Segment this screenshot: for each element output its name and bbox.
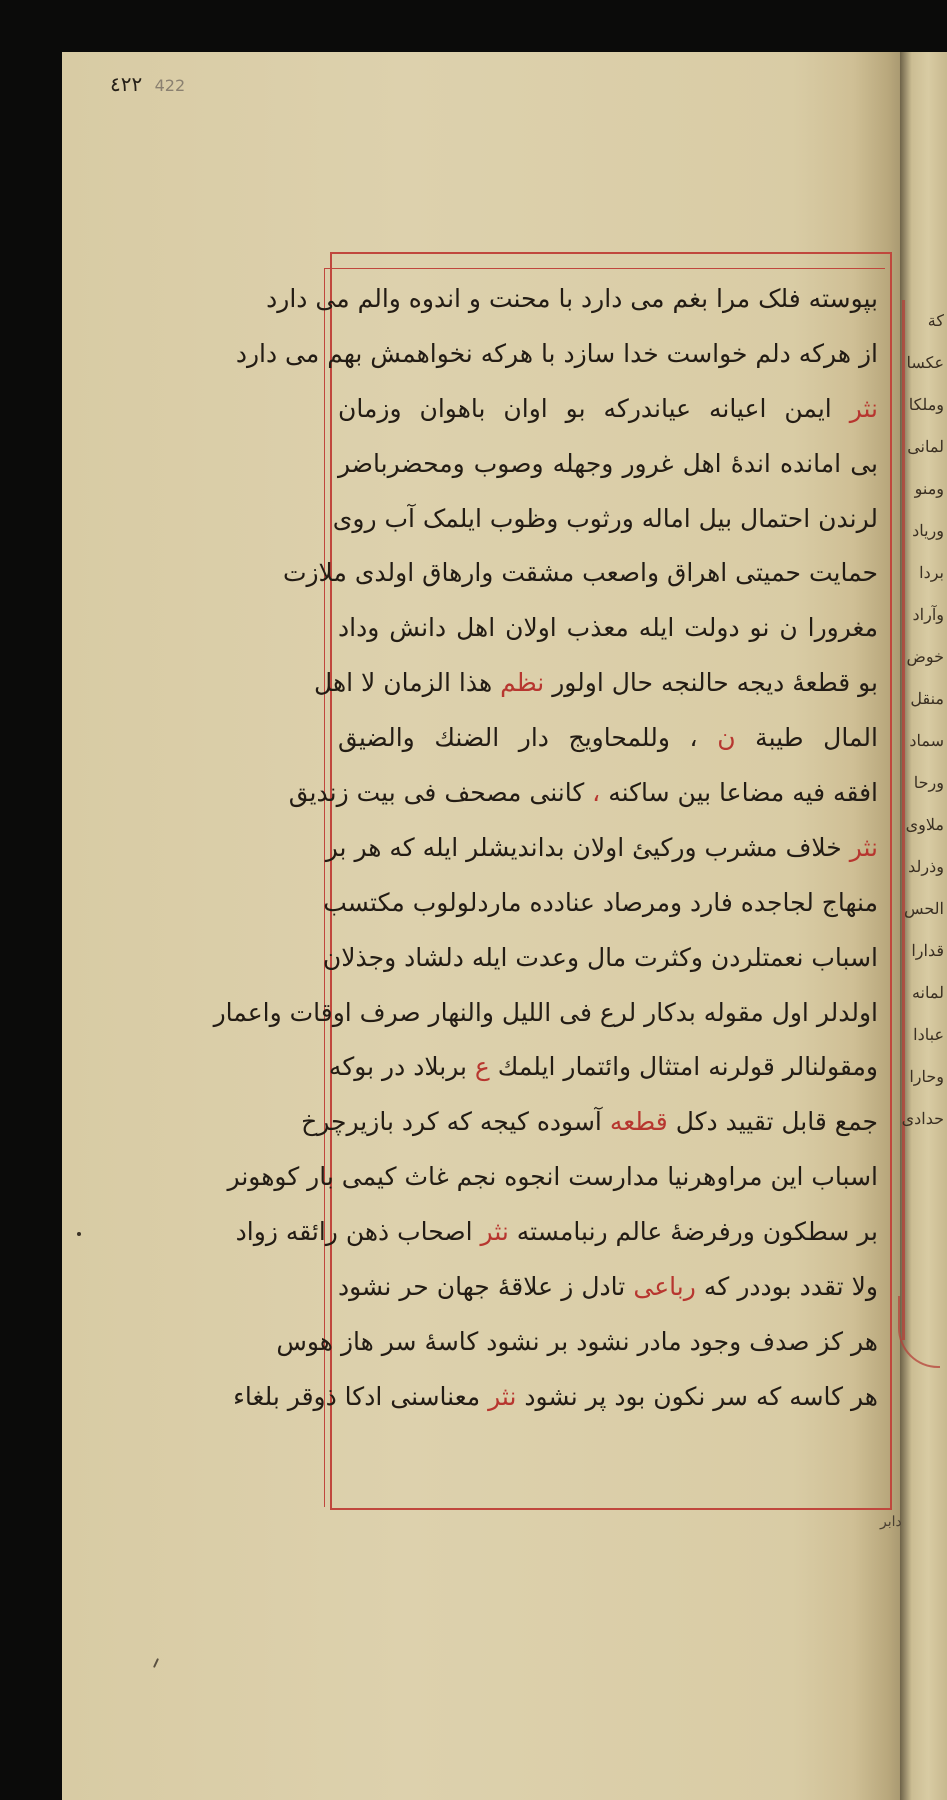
adjacent-leaf-fragment: الحس	[903, 899, 944, 918]
adjacent-leaf-fragment: بردا	[919, 563, 944, 582]
text-segment: جمع قابل تقیید دکل	[667, 1107, 878, 1137]
text-line	[325, 821, 878, 876]
adjacent-leaf-fragment: وآراد	[912, 605, 944, 624]
text-line	[332, 492, 878, 547]
rubric-word: رباعی	[633, 1272, 696, 1302]
text-segment: اسباب نعمتلردن وکثرت مال وعدت ایله دلشاد وجذلان	[322, 942, 878, 972]
text-line	[322, 931, 878, 986]
text-segment: مغرورا ن نو دولت ایله معذب اولان اهل دانش وداد	[338, 613, 878, 643]
rubric-word: نظم	[500, 668, 545, 698]
text-segment: هذا الزمان لا اهل	[314, 668, 501, 698]
text-segment: هر کاسه که سر نکون بود پر نشود	[516, 1381, 878, 1411]
text-segment: بپوسته فلک مرا بغم می دارد با محنت و اندوه والم می دارد	[266, 284, 878, 313]
text-line	[282, 546, 878, 601]
rubric-word: نثر	[849, 832, 878, 862]
adjacent-leaf-fragment: وریاد	[912, 521, 944, 540]
rubric-word: ع	[474, 1052, 490, 1082]
adjacent-leaf-fragment: حدادی	[901, 1109, 944, 1128]
text-line	[288, 766, 878, 821]
adjacent-leaf-text	[901, 300, 944, 1140]
text-line	[328, 1040, 878, 1095]
text-segment: اسباب این مراوهرنیا مدارست انجوه نجم غاث کیمی بار کوهونر	[227, 1162, 878, 1192]
catchword: دابر	[880, 1514, 902, 1530]
text-segment: افقه فیه مضاعا بین ساکنه	[600, 778, 878, 808]
adjacent-leaf-fragment: لمانی	[907, 437, 944, 456]
text-segment: بو قطعۀ دیجه حالنجه حال اولور	[544, 668, 878, 698]
main-text-block	[213, 272, 878, 1492]
text-segment: از هرکه دلم خواست خدا سازد با هرکه نخواهمش بهم می دارد	[235, 338, 878, 368]
folio-number	[110, 72, 185, 96]
text-segment: اولدلر اول مقوله بدکار لرع فی اللیل والنهار صرف اوقات واعمار	[213, 997, 878, 1027]
text-line	[301, 1095, 878, 1150]
adjacent-leaf-fragment: وذرلد	[908, 857, 944, 876]
text-line	[276, 1315, 878, 1370]
text-line	[338, 1260, 878, 1315]
adjacent-leaf-fragment: عبادا	[913, 1025, 944, 1044]
rubric-word: نثر	[480, 1217, 509, 1247]
adjacent-leaf-fragment: سماد	[909, 731, 944, 750]
folio-number-ink: ٤٢٢	[110, 72, 143, 96]
rubric-word: نثر	[849, 393, 878, 423]
adjacent-leaf-fragment: وملکا	[908, 395, 944, 414]
text-segment: ، وللمحاویج دار الضنك والضیق	[338, 723, 718, 753]
text-segment: تادل ز علاقۀ جهان حر نشود	[338, 1272, 634, 1302]
text-line	[338, 437, 878, 492]
rubric-word: ،	[592, 778, 601, 808]
text-line	[233, 1370, 878, 1425]
text-segment: ولا تقدد بوددر که	[695, 1272, 878, 1302]
folio-number-pencil: 422	[154, 76, 186, 95]
text-line	[338, 711, 878, 766]
adjacent-leaf-fragment: قدارا	[911, 941, 944, 960]
text-segment: حمایت حمیتی اهراق واصعب مشقت وارهاق اولدی ملازت	[282, 558, 878, 588]
text-segment: بر سطکون ورفرضۀ عالم رنبامسته	[508, 1217, 878, 1247]
text-line	[213, 986, 878, 1041]
text-segment: ومقولنالر قولرنه امتثال وائتمار ايلمك	[489, 1052, 878, 1082]
text-segment: آسوده کیجه که کرد بازیرچرخ	[301, 1107, 610, 1137]
text-segment: ایمن اعیانه عیاندرکه بو اوان باهوان وزمان	[338, 393, 850, 423]
rubric-word: ن	[717, 723, 736, 753]
text-segment: لرندن احتمال بیل اماله ورثوب وظوب ایلمک آب روی	[332, 503, 878, 533]
text-segment: کاننی مصحف فی بیت زندیق	[288, 778, 593, 808]
text-line	[338, 601, 878, 656]
text-line	[323, 876, 878, 931]
text-segment: هر کز صدف وجود مادر نشود بر نشود کاسۀ سر هاز هوس	[276, 1326, 878, 1356]
rubric-word: قطعه	[609, 1107, 668, 1137]
text-segment: خلاف مشرب ورکیئ اولان بدانديشلر ايله که هر بر	[325, 832, 850, 862]
adjacent-leaf-fragment: عکسا	[906, 353, 944, 372]
text-segment: منهاج لجاجده فارد ومرصاد عنادده ماردلولوب مکتسب	[323, 887, 878, 917]
text-line	[235, 1205, 878, 1260]
adjacent-leaf-red-ruling	[902, 300, 905, 1340]
text-line	[338, 382, 878, 437]
adjacent-leaf-fragment: خوض	[906, 647, 944, 666]
adjacent-leaf-fragment: منقل	[910, 689, 944, 708]
ink-speck	[77, 1232, 81, 1236]
adjacent-leaf-fragment: وحارا	[909, 1067, 944, 1086]
text-segment: بی امانده اندۀ اهل غرور وجهله وصوب ومحضرباضر	[338, 448, 878, 478]
adjacent-leaf-fragment: ومنو	[914, 479, 944, 498]
text-line	[227, 1150, 878, 1205]
text-segment: بربلاد در بوکه	[328, 1052, 475, 1082]
adjacent-leaf-fragment: ملاوی	[905, 815, 944, 834]
text-line	[266, 272, 878, 327]
text-line	[314, 656, 878, 711]
text-segment: المال طیبة	[735, 723, 878, 753]
adjacent-leaf-fragment: کة	[927, 311, 944, 330]
text-segment: اصحاب ذهن رائقه زواد	[235, 1217, 481, 1247]
adjacent-leaf-fragment: لمانه	[911, 983, 944, 1002]
text-segment: معناسنی ادکا ذوقر بلغاء	[233, 1381, 489, 1411]
rubric-word: نثر	[488, 1381, 517, 1411]
text-line	[235, 327, 878, 382]
adjacent-leaf-fragment: ورحا	[913, 773, 944, 792]
